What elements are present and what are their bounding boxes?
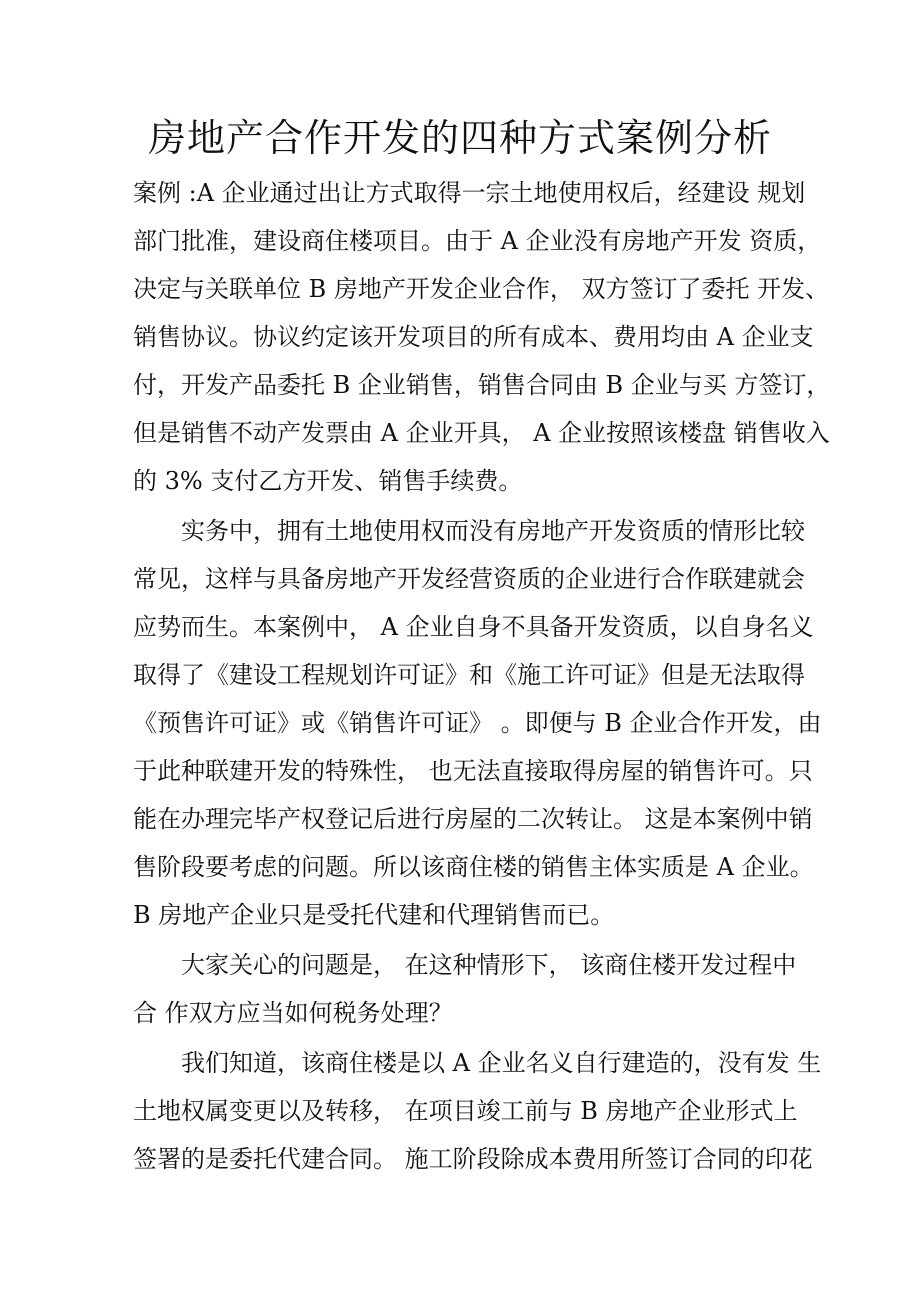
paragraph-2-line-8: 售阶段要考虑的问题。所以该商住楼的销售主体实质是 A 企业。 — [133, 853, 814, 881]
paragraph-2-line-3: 应势而生。本案例中， A 企业自身不具备开发资质，以自身名义 — [133, 613, 814, 641]
paragraph-2-line-1: 实务中，拥有土地使用权而没有房地产开发资质的情形比较 — [181, 517, 805, 545]
paragraph-1-line-7: 的 3% 支付乙方开发、销售手续费。 — [133, 467, 523, 495]
paragraph-1-line-5: 付，开发产品委托 B 企业销售，销售合同由 B 企业与买 方签订， — [133, 371, 831, 399]
paragraph-4-line-1: 我们知道，该商住楼是以 A 企业名义自行建造的，没有发 生 — [181, 1049, 822, 1077]
paragraph-2-line-9: B 房地产企业只是受托代建和代理销售而已。 — [133, 901, 615, 929]
paragraph-3-line-2: 合 作双方应当如何税务处理？ — [133, 999, 453, 1027]
paragraph-1-line-6: 但是销售不动产发票由 A 企业开具， A 企业按照该楼盘 销售收入 — [133, 419, 830, 447]
document-title: 房地产合作开发的四种方式案例分析 — [147, 116, 772, 160]
paragraph-1-line-4: 销售协议。协议约定该开发项目的所有成本、费用均由 A 企业支 — [133, 323, 814, 351]
paragraph-2-line-4: 取得了《建设工程规划许可证》和《施工许可证》但是无法取得 — [133, 661, 805, 689]
paragraph-4-line-3: 签署的是委托代建合同。 施工阶段除成本费用所签订合同的印花 — [133, 1145, 813, 1173]
paragraph-2-line-7: 能在办理完毕产权登记后进行房屋的二次转让。 这是本案例中销 — [133, 805, 813, 833]
paragraph-1-line-2: 部门批准，建设商住楼项目。由于 A 企业没有房地产开发 资质， — [133, 227, 822, 255]
paragraph-2-line-5: 《预售许可证》或《销售许可证》 。即便与 B 企业合作开发，由 — [133, 709, 822, 737]
paragraph-2-line-6: 于此种联建开发的特殊性， 也无法直接取得房屋的销售许可。只 — [133, 757, 813, 785]
paragraph-1-line-1: 案例 :A 企业通过出让方式取得一宗土地使用权后，经建设 规划 — [133, 179, 806, 207]
paragraph-3-line-1: 大家关心的问题是， 在这种情形下， 该商住楼开发过程中 — [181, 951, 797, 979]
paragraph-4-line-2: 土地权属变更以及转移， 在项目竣工前与 B 房地产企业形式上 — [133, 1097, 798, 1125]
paragraph-1-line-3: 决定与关联单位 B 房地产开发企业合作， 双方签订了委托 开发、 — [133, 275, 830, 303]
paragraph-2-line-2: 常见，这样与具备房地产开发经营资质的企业进行合作联建就会 — [133, 565, 805, 593]
